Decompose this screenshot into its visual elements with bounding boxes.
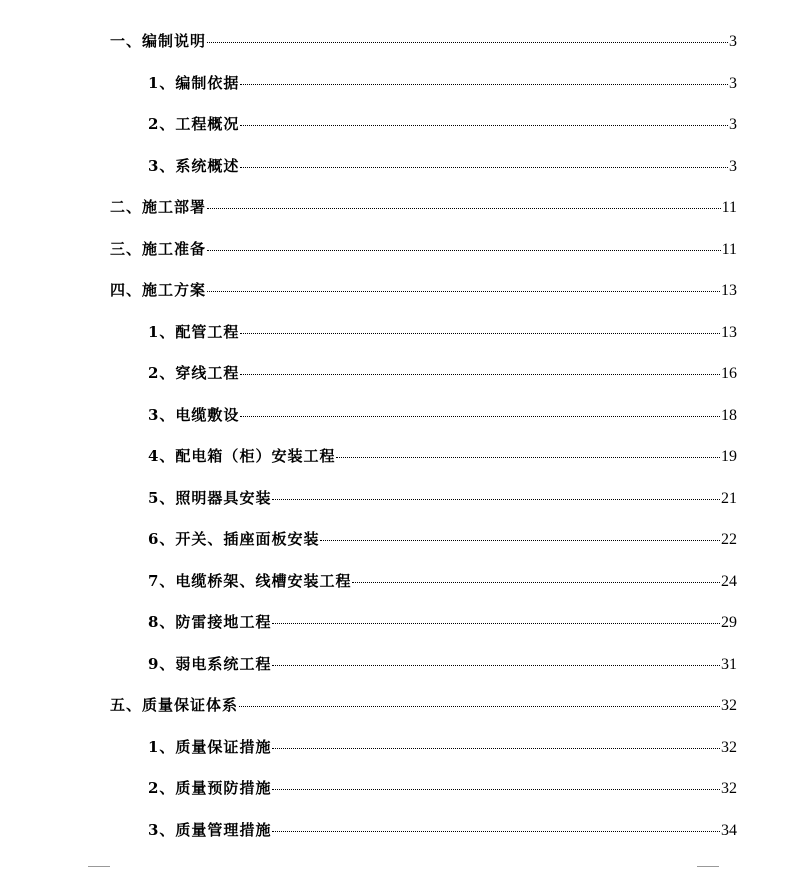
toc-entry[interactable] xyxy=(110,279,737,303)
toc-entry-title: 三、施工准备 xyxy=(110,240,207,258)
toc-entry-title: 5、照明器具安装 xyxy=(148,489,272,507)
toc-entry-title: 3、电缆敷设 xyxy=(148,406,240,424)
toc-entry-page: 34 xyxy=(721,822,737,839)
dot-leader xyxy=(336,457,720,458)
dot-leader xyxy=(240,167,728,168)
dot-leader xyxy=(240,84,728,85)
toc-entry-title: 1、配管工程 xyxy=(148,323,240,341)
toc-entry[interactable] xyxy=(148,487,737,511)
toc-entry[interactable] xyxy=(110,238,737,262)
dot-leader xyxy=(272,665,720,666)
toc-entry-page: 3 xyxy=(729,116,737,133)
dot-leader xyxy=(272,789,720,790)
toc-entry-title: 7、电缆桥架、线槽安装工程 xyxy=(148,572,352,590)
toc-entry-page: 19 xyxy=(721,448,737,465)
toc-entry-title: 6、开关、插座面板安装 xyxy=(148,530,320,548)
toc-entry-title: 一、编制说明 xyxy=(110,32,207,50)
toc-entry-title: 五、质量保证体系 xyxy=(110,696,239,714)
toc-entry[interactable] xyxy=(148,777,737,801)
toc-entry-page: 3 xyxy=(729,75,737,92)
toc-entry-page: 11 xyxy=(721,241,737,258)
toc-entry[interactable] xyxy=(148,611,737,635)
toc-entry[interactable] xyxy=(110,694,737,718)
toc-entry[interactable] xyxy=(148,404,737,428)
toc-entry[interactable] xyxy=(110,30,737,54)
toc-entry[interactable] xyxy=(148,362,737,386)
dot-leader xyxy=(272,831,720,832)
dot-leader xyxy=(240,374,720,375)
dot-leader xyxy=(320,540,720,541)
toc-entry[interactable] xyxy=(148,819,737,843)
dot-leader xyxy=(272,748,720,749)
toc-entry-page: 11 xyxy=(721,199,737,216)
toc-entry-title: 8、防雷接地工程 xyxy=(148,613,272,631)
toc-entry[interactable] xyxy=(110,196,737,220)
toc-entry-title: 2、质量预防措施 xyxy=(148,779,272,797)
toc-entry[interactable] xyxy=(148,113,737,137)
page-margin-mark-left xyxy=(88,866,110,867)
toc-entry-page: 32 xyxy=(721,780,737,797)
dot-leader xyxy=(207,208,721,209)
toc-entry-title: 2、工程概况 xyxy=(148,115,240,133)
toc-entry-title: 二、施工部署 xyxy=(110,198,207,216)
toc-entry[interactable] xyxy=(148,570,737,594)
toc-entry-page: 13 xyxy=(721,282,737,299)
toc-entry-title: 3、质量管理措施 xyxy=(148,821,272,839)
toc-entry-title: 1、质量保证措施 xyxy=(148,738,272,756)
page-margin-mark-right xyxy=(697,866,719,867)
toc-entry[interactable] xyxy=(148,155,737,179)
toc-entry[interactable] xyxy=(148,653,737,677)
toc-entry-title: 4、配电箱（柜）安装工程 xyxy=(148,447,336,465)
toc-entry-page: 24 xyxy=(721,573,737,590)
toc-entry[interactable] xyxy=(148,445,737,469)
dot-leader xyxy=(240,416,720,417)
toc-entry-page: 18 xyxy=(721,407,737,424)
toc-entry-page: 13 xyxy=(721,324,737,341)
dot-leader xyxy=(352,582,720,583)
toc-entry-page: 29 xyxy=(721,614,737,631)
dot-leader xyxy=(207,250,721,251)
toc-entry-title: 3、系统概述 xyxy=(148,157,240,175)
toc-entry-page: 32 xyxy=(721,697,737,714)
toc-entry[interactable] xyxy=(148,736,737,760)
toc-entry[interactable] xyxy=(148,72,737,96)
dot-leader xyxy=(240,333,720,334)
toc-entry-title: 1、编制依据 xyxy=(148,74,240,92)
toc-entry-page: 21 xyxy=(721,490,737,507)
toc-entry-page: 22 xyxy=(721,531,737,548)
toc-entry-title: 四、施工方案 xyxy=(110,281,207,299)
dot-leader xyxy=(207,291,720,292)
toc-entry-page: 3 xyxy=(729,33,737,50)
dot-leader xyxy=(207,42,728,43)
toc-entry[interactable] xyxy=(148,528,737,552)
toc-entry-page: 31 xyxy=(721,656,737,673)
toc-entry-title: 2、穿线工程 xyxy=(148,364,240,382)
toc-entry-page: 16 xyxy=(721,365,737,382)
dot-leader xyxy=(240,125,728,126)
toc-entry[interactable] xyxy=(148,321,737,345)
toc-entry-page: 3 xyxy=(729,158,737,175)
dot-leader xyxy=(239,706,720,707)
toc-entry-title: 9、弱电系统工程 xyxy=(148,655,272,673)
dot-leader xyxy=(272,499,720,500)
dot-leader xyxy=(272,623,720,624)
toc-entry-page: 32 xyxy=(721,739,737,756)
